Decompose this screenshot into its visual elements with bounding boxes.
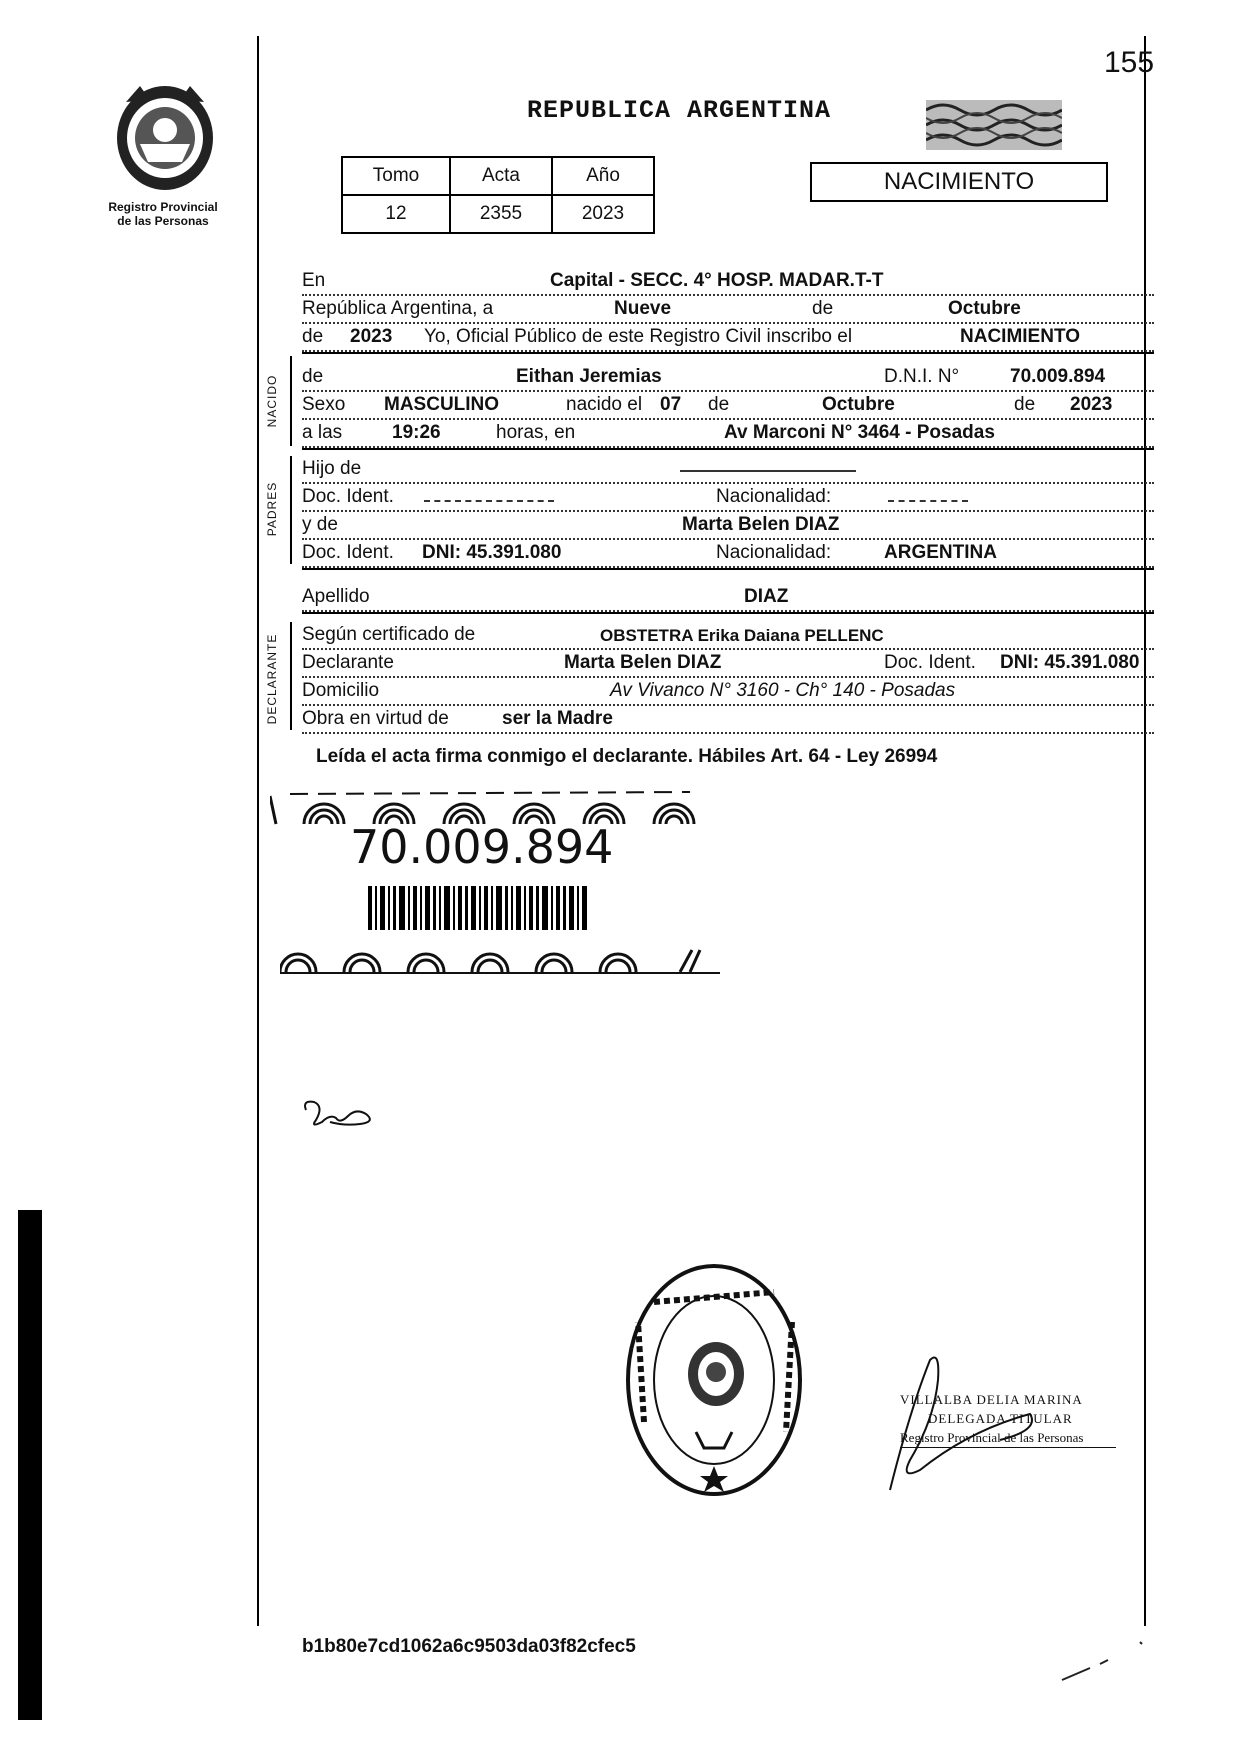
nac2-label: Nacionalidad:: [716, 542, 832, 563]
a-las-label: a las: [302, 422, 343, 443]
domicilio-label: Domicilio: [302, 680, 380, 701]
nacido-time-line: [302, 420, 1154, 448]
registrar-org: Registro Provincial de las Personas: [900, 1428, 1116, 1448]
en-label: En: [302, 270, 326, 291]
declarante-bar: [290, 622, 292, 730]
document-title: REPUBLICA ARGENTINA: [527, 96, 832, 125]
mother-doc-value: DNI: 45.391.080: [422, 542, 562, 563]
sexo-value: MASCULINO: [384, 394, 500, 415]
child-dni-value: 70.009.894: [1010, 366, 1106, 387]
nacido-side-label: NACIDO: [265, 374, 279, 428]
divider-nacido: [302, 448, 1154, 450]
birth-time-value: 19:26: [392, 422, 441, 443]
cert-line: [302, 622, 1154, 650]
intro-statement-line: [302, 324, 1154, 352]
security-hologram: [926, 100, 1062, 150]
padres-doc1-line: [302, 484, 1154, 512]
de-label: de: [812, 298, 834, 319]
horas-label: horas, en: [496, 422, 576, 443]
cert-value: OBSTETRA Erika Daiana PELLENC: [600, 626, 884, 645]
padres-side-label: PADRES: [265, 481, 279, 537]
declarante-line: [302, 650, 1154, 678]
apellido-line: [302, 584, 1154, 612]
y-de-label: y de: [302, 514, 338, 535]
child-name-value: Eithan Jeremias: [516, 366, 662, 387]
nacido-sexo-line: [302, 392, 1154, 420]
republica-label: República Argentina, a: [302, 298, 494, 319]
nacido-name-line: [302, 364, 1154, 392]
place-value: Capital - SECC. 4° HOSP. MADAR.T-T: [550, 270, 884, 291]
decl-doc-label: Doc. Ident.: [884, 652, 976, 673]
nacido-bar: [290, 356, 292, 446]
month-value: Octubre: [948, 298, 1021, 319]
mother-nationality-value: ARGENTINA: [884, 542, 997, 563]
nac1-label: Nacionalidad:: [716, 486, 832, 507]
nacido-de-label-3: de: [1014, 394, 1036, 415]
obra-value: ser la Madre: [502, 708, 613, 729]
nacido-de-label: de: [302, 366, 324, 387]
registrar-role: DELEGADA TITULAR: [928, 1411, 1073, 1426]
act-word-value: NACIMIENTO: [960, 326, 1080, 347]
declarante-label: Declarante: [302, 652, 394, 673]
father-blank-mark: [680, 470, 856, 472]
registrar-stamp: [900, 1390, 1116, 1448]
logo-caption: [88, 200, 238, 228]
logo-caption-line1: Registro Provincial: [108, 200, 218, 214]
registry-stamp-row-bottom: [280, 944, 720, 979]
closing-statement: Leída el acta firma conmigo el declarante. Hábiles Art. 64 - Ley 26994: [316, 746, 938, 767]
anio-header: Año: [552, 157, 654, 195]
doc1-label: Doc. Ident.: [302, 486, 394, 507]
padres-hijo-line: [302, 456, 1154, 484]
mother-name-value: Marta Belen DIAZ: [682, 514, 840, 535]
cert-label: Según certificado de: [302, 624, 476, 645]
nacido-de-label-2: de: [708, 394, 730, 415]
apellido-label: Apellido: [302, 586, 370, 607]
day-value: Nueve: [614, 298, 672, 319]
dni-label: D.N.I. N°: [884, 366, 960, 387]
year-value: 2023: [350, 326, 393, 347]
tomo-header: Tomo: [342, 157, 450, 195]
divider-intro: [302, 352, 1154, 354]
nacido-el-label: nacido el: [566, 394, 643, 415]
padres-doc2-line: [302, 540, 1154, 568]
domicilio-line: [302, 678, 1154, 706]
divider-padres: [302, 568, 1154, 570]
page-number: 155: [1104, 46, 1155, 79]
statement-text: Yo, Oficial Público de este Registro Civil inscribo el: [424, 326, 853, 347]
obra-line: [302, 706, 1154, 734]
id-stamp-number: 70.009.894: [350, 820, 614, 874]
father-nat-blank: [888, 500, 968, 502]
official-stamp: [624, 1262, 804, 1498]
padres-mother-line: [302, 512, 1154, 540]
birth-day-value: 07: [660, 394, 682, 415]
declarante-doc-value: DNI: 45.391.080: [1000, 652, 1140, 673]
declarante-side-label: DECLARANTE: [265, 633, 279, 725]
barcode: [368, 886, 588, 930]
acta-value: 2355: [450, 195, 552, 233]
province-logo: [110, 82, 220, 194]
apellido-value: DIAZ: [744, 586, 789, 607]
declarante-name-value: Marta Belen DIAZ: [564, 652, 722, 673]
initials-signature: [300, 1096, 380, 1137]
hijo-de-label: Hijo de: [302, 458, 362, 479]
father-doc-blank: [424, 500, 554, 502]
acta-header: Acta: [450, 157, 552, 195]
birth-year-value: 2023: [1070, 394, 1113, 415]
year-prefix-label: de: [302, 326, 324, 347]
intro-date-line: [302, 296, 1154, 324]
birth-month-value: Octubre: [822, 394, 895, 415]
birth-place-value: Av Marconi N° 3464 - Posadas: [724, 422, 995, 443]
logo-caption-line2: de las Personas: [117, 214, 209, 228]
divider-apellido: [302, 612, 1154, 614]
intro-en-line: [302, 268, 1154, 296]
scan-mark: [1060, 1640, 1160, 1705]
act-type-box: NACIMIENTO: [810, 162, 1108, 202]
document-hash: b1b80e7cd1062a6c9503da03f82cfec5: [302, 1636, 636, 1657]
registrar-name: VILLALBA DELIA MARINA: [900, 1392, 1083, 1407]
doc2-label: Doc. Ident.: [302, 542, 394, 563]
anio-value: 2023: [552, 195, 654, 233]
sexo-label: Sexo: [302, 394, 346, 415]
domicilio-value: Av Vivanco N° 3160 - Ch° 140 - Posadas: [610, 680, 956, 701]
tomo-value: 12: [342, 195, 450, 233]
left-margin-line: [257, 36, 259, 1626]
padres-bar: [290, 456, 292, 564]
obra-label: Obra en virtud de: [302, 708, 449, 729]
scan-edge-bar: [18, 1210, 42, 1720]
record-table: [341, 156, 655, 234]
